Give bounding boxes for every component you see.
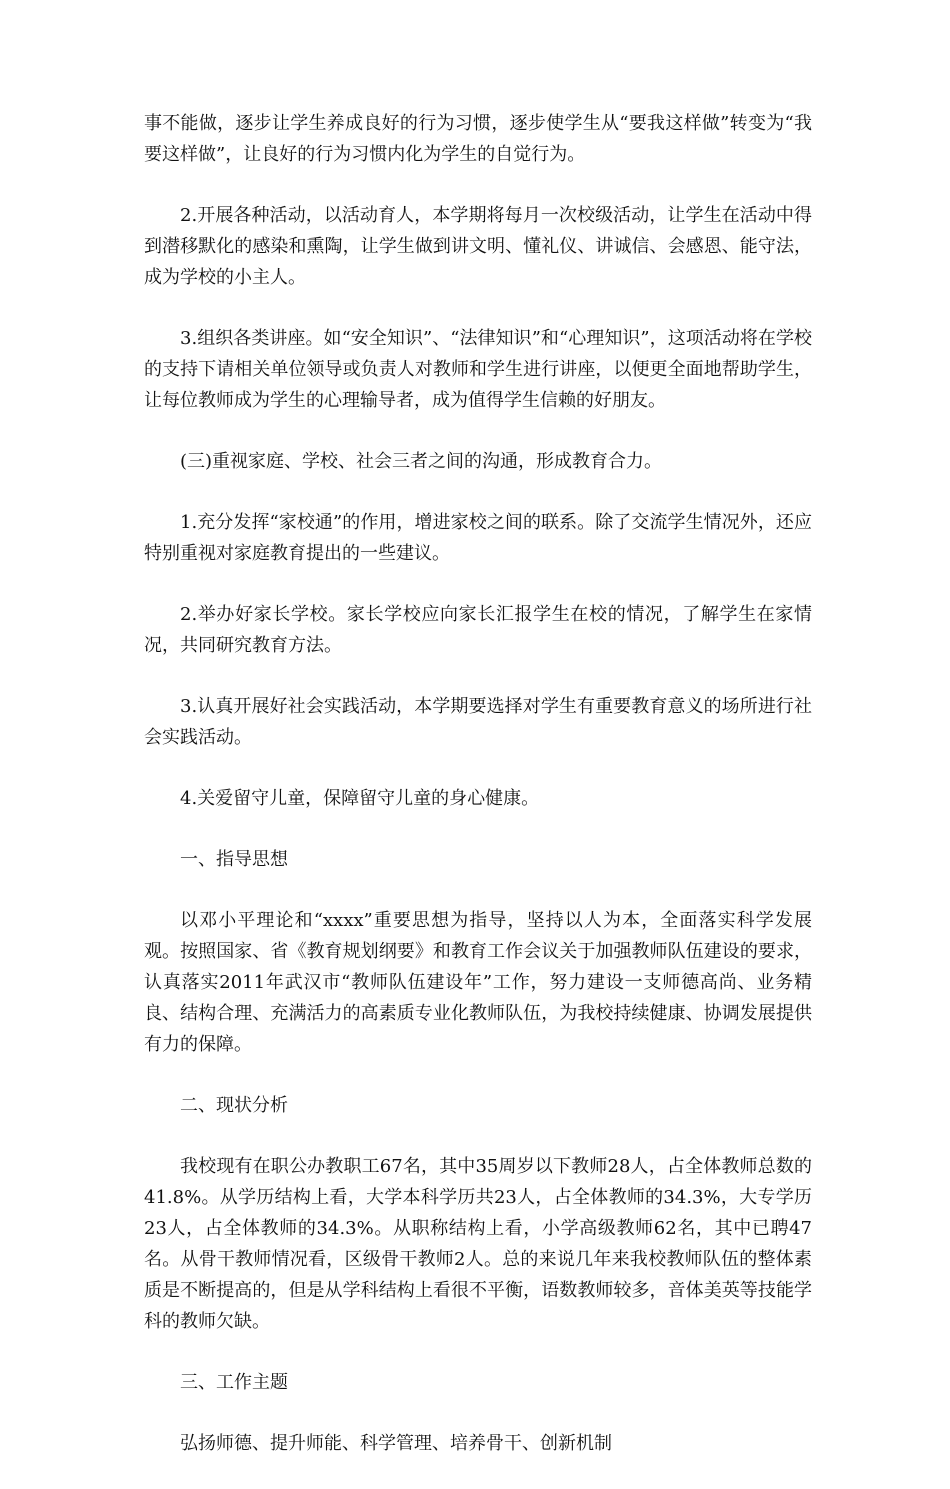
- paragraph-left-behind-children: 4.关爱留守儿童，保障留守儿童的身心健康。: [180, 788, 540, 809]
- paragraph-work-theme: 弘扬师德、提升师能、科学管理、培养骨干、创新机制: [180, 1433, 612, 1454]
- heading-work-theme: 三、工作主题: [180, 1372, 288, 1393]
- section-heading-home-school: (三)重视家庭、学校、社会三者之间的沟通，形成教育合力。: [180, 451, 663, 472]
- document-page: [144, 108, 812, 1489]
- paragraph-continuation: 事不能做，逐步让学生养成良好的行为习惯，逐步使学生从“要我这样做”转变为“我要这样做”，让良好的行为习惯内化为学生的自觉行为。: [144, 113, 812, 165]
- paragraph-parent-school: 2.举办好家长学校。家长学校应向家长汇报学生在校的情况，了解学生在家情况，共同研究教育方法。: [144, 604, 812, 656]
- paragraph-lectures: 3.组织各类讲座。如“安全知识”、“法律知识”和“心理知识”，这项活动将在学校的支持下请相关单位领导或负责人对教师和学生进行讲座，以便更全面地帮助学生，让每位教师成为学生的心理输导者，成为值得学生信赖的好朋友。: [144, 328, 812, 411]
- paragraph-social-practice: 3.认真开展好社会实践活动，本学期要选择对学生有重要教育意义的场所进行社会实践活动。: [144, 696, 812, 748]
- paragraph-home-school-link: 1.充分发挥“家校通”的作用，增进家校之间的联系。除了交流学生情况外，还应特别重视对家庭教育提出的一些建议。: [144, 512, 812, 564]
- heading-status-analysis: 二、现状分析: [180, 1095, 288, 1116]
- paragraph-guiding-ideology: 以邓小平理论和“xxxx”重要思想为指导，坚持以人为本，全面落实科学发展观。按照国家、省《教育规划纲要》和教育工作会议关于加强教师队伍建设的要求，认真落实2011年武汉市“教师队伍建设年”工作，努力建设一支师德高尚、业务精良、结构合理、充满活力的高素质专业化教师队伍，为我校持续健康、协调发展提供有力的保障。: [144, 910, 812, 1055]
- paragraph-status-analysis: 我校现有在职公办教职工67名，其中35周岁以下教师28人，占全体教师总数的41.8%。从学历结构上看，大学本科学历共23人，占全体教师的34.3%，大专学历23人，占全体教师的34.3%。从职称结构上看，小学高级教师62名，其中已聘47名。从骨干教师情况看，区级骨干教师2人。总的来说几年来我校教师队伍的整体素质是不断提高的，但是从学科结构上看很不平衡，语数教师较多，音体美英等技能学科的教师欠缺。: [144, 1156, 812, 1332]
- heading-guiding-ideology: 一、指导思想: [180, 849, 288, 870]
- paragraph-activities: 2.开展各种活动，以活动育人，本学期将每月一次校级活动，让学生在活动中得到潜移默化的感染和熏陶，让学生做到讲文明、懂礼仪、讲诚信、会感恩、能守法，成为学校的小主人。: [144, 205, 812, 288]
